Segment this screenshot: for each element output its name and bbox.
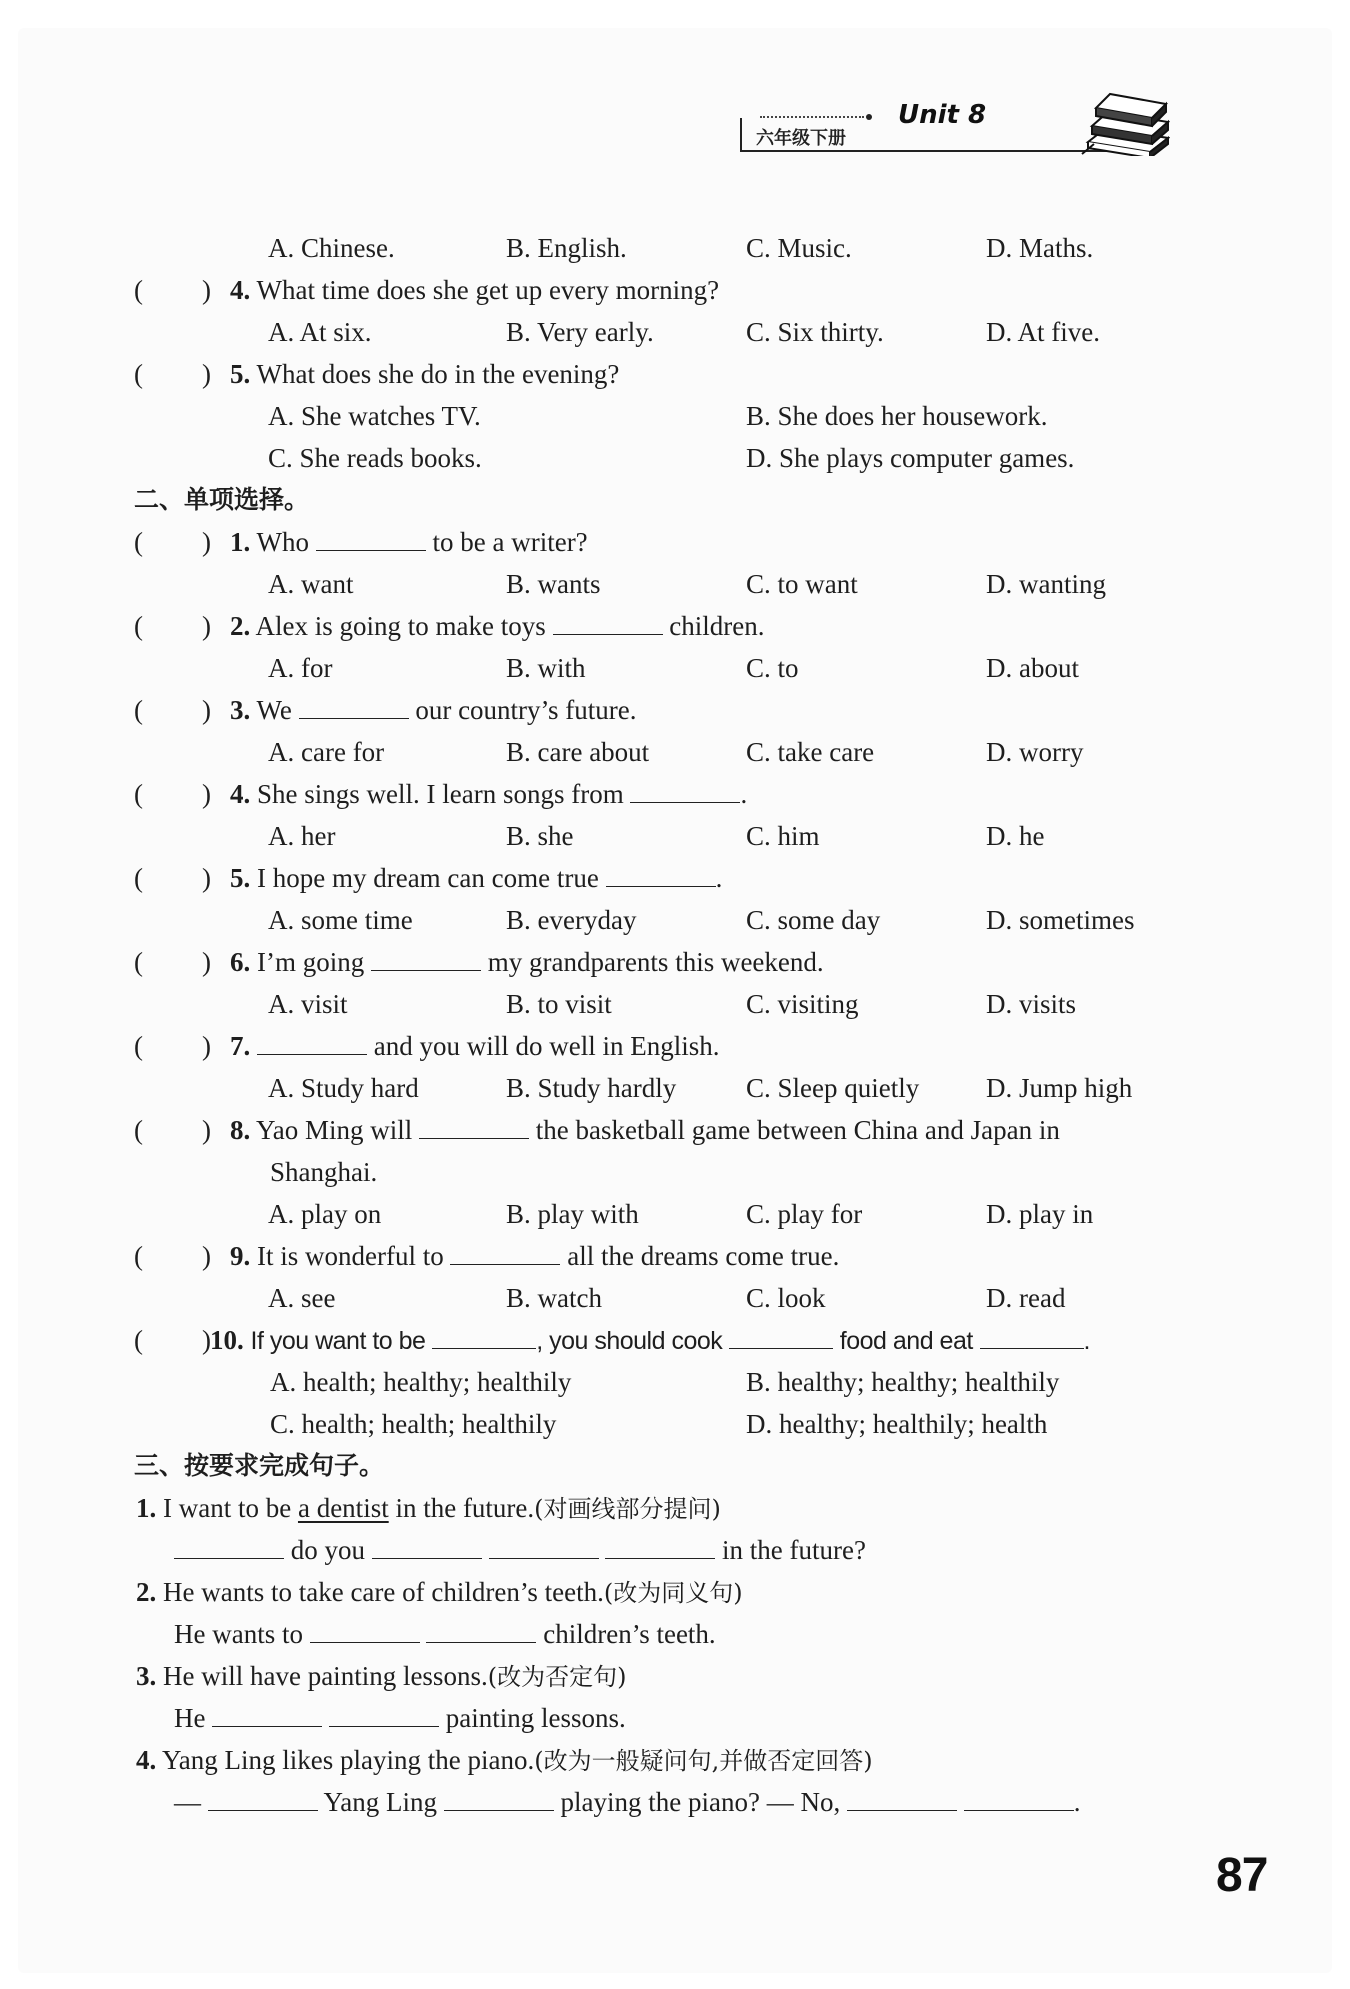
- option-d: D. sometimes: [986, 905, 1135, 935]
- section-2-title: 二、单项选择。: [134, 485, 310, 514]
- option-d: D. Maths.: [986, 233, 1094, 263]
- instruction: (对画线部分提问): [534, 1495, 721, 1523]
- question-number: 3.: [136, 1661, 157, 1691]
- question-number: 1.: [230, 527, 251, 557]
- answer-paren-left: (: [134, 527, 143, 557]
- question-text-before: We: [256, 695, 292, 725]
- option-a: A. some time: [268, 905, 413, 935]
- answer-text: in the future?: [722, 1535, 866, 1565]
- sentence: He wants to take care of children’s teeth.: [163, 1577, 604, 1607]
- answer-blank[interactable]: [372, 1534, 482, 1559]
- option-b: B. everyday: [506, 905, 637, 935]
- rewrite-s3: [136, 1660, 626, 1693]
- answer-blank[interactable]: [847, 1786, 957, 1811]
- question-text-before: Alex is going to make toys: [255, 611, 546, 641]
- option-c: C. Music.: [746, 233, 852, 263]
- answer-text: Yang Ling: [323, 1787, 438, 1817]
- option-a: A. At six.: [268, 317, 372, 347]
- answer-paren-right: ): [202, 863, 211, 893]
- option-a: A. for: [268, 653, 333, 683]
- option-c: C. some day: [746, 905, 881, 935]
- option-b: B. Very early.: [506, 317, 654, 347]
- header-dotted-line: [760, 116, 864, 118]
- option-a: A. want: [268, 569, 354, 599]
- question-number: 4.: [230, 275, 251, 305]
- answer-blank[interactable]: [980, 1324, 1084, 1349]
- option-c: C. to want: [746, 569, 858, 599]
- answer-text: He wants to: [174, 1619, 303, 1649]
- instruction: (改为一般疑问句,并做否定回答): [534, 1747, 873, 1775]
- question-text-before: I’m going: [257, 947, 365, 977]
- answer-blank[interactable]: [310, 1618, 420, 1643]
- option-a: A. health; healthy; healthily: [270, 1367, 572, 1397]
- sentence: Yang Ling likes playing the piano.: [162, 1745, 535, 1775]
- rewrite-s4: [136, 1744, 873, 1777]
- mc-q10: [210, 1324, 1090, 1357]
- answer-blank[interactable]: [606, 862, 716, 887]
- option-b: B. she: [506, 821, 574, 851]
- option-b: B. English.: [506, 233, 627, 263]
- question-text-after: and you will do well in English.: [373, 1031, 720, 1061]
- mc-q9: [230, 1240, 839, 1272]
- answer-blank[interactable]: [299, 694, 409, 719]
- mc-q6: [230, 946, 824, 978]
- dash: —: [174, 1787, 201, 1817]
- option-c: C. take care: [746, 737, 875, 767]
- answer-blank[interactable]: [212, 1702, 322, 1727]
- mc-q8-continued: Shanghai.: [270, 1157, 378, 1187]
- mc-q2: [230, 610, 764, 642]
- answer-paren-right: ): [202, 1325, 211, 1355]
- option-a: A. She watches TV.: [268, 401, 481, 431]
- answer-text: painting lessons.: [445, 1703, 626, 1733]
- question-text-after: to be a writer?: [432, 527, 588, 557]
- question-number: 6.: [230, 947, 251, 977]
- option-a: A. care for: [268, 737, 385, 767]
- mc-q8: [230, 1114, 1060, 1146]
- answer-blank[interactable]: [444, 1786, 554, 1811]
- rewrite-s3-answer: [174, 1702, 626, 1734]
- answer-paren-right: ): [202, 695, 211, 725]
- answer-blank[interactable]: [316, 526, 426, 551]
- question-number: 5.: [230, 359, 251, 389]
- question-text-after: our country’s future.: [415, 695, 637, 725]
- answer-paren-right: ): [202, 947, 211, 977]
- question-text-after: children.: [669, 611, 765, 641]
- question-number: 9.: [230, 1241, 251, 1271]
- answer-blank[interactable]: [432, 1324, 536, 1349]
- option-d: D. about: [986, 653, 1079, 683]
- header-bracket: [740, 118, 742, 152]
- rewrite-s4-answer: [174, 1786, 1080, 1818]
- question-number: 10.: [210, 1325, 244, 1355]
- question-number: 3.: [230, 695, 251, 725]
- rewrite-s2-answer: [174, 1618, 716, 1650]
- question-text-part4: .: [1083, 1327, 1090, 1355]
- option-d: D. Jump high: [986, 1073, 1133, 1103]
- option-c: C. him: [746, 821, 820, 851]
- question-text-after: .: [715, 863, 723, 893]
- answer-text: children’s teeth.: [543, 1619, 716, 1649]
- answer-text: .: [1073, 1787, 1081, 1817]
- question-text-before: Who: [256, 527, 309, 557]
- answer-paren-right: ): [202, 1115, 211, 1145]
- answer-blank[interactable]: [450, 1240, 560, 1265]
- answer-paren-right: ): [202, 1241, 211, 1271]
- answer-paren-left: (: [134, 1325, 143, 1355]
- mc-q3: [230, 694, 637, 726]
- instruction: (改为否定句): [487, 1663, 627, 1691]
- answer-blank[interactable]: [329, 1702, 439, 1727]
- answer-paren-left: (: [134, 1115, 143, 1145]
- question-number: 2.: [136, 1577, 157, 1607]
- mc-q4: [230, 778, 747, 810]
- answer-text: He: [174, 1703, 206, 1733]
- question-text-part2: , you should cook: [536, 1327, 723, 1355]
- section-3-title: 三、按要求完成句子。: [134, 1451, 385, 1480]
- option-c: C. She reads books.: [268, 443, 482, 473]
- option-b: B. Study hardly: [506, 1073, 677, 1103]
- answer-blank[interactable]: [964, 1786, 1074, 1811]
- answer-blank[interactable]: [553, 610, 663, 635]
- question-text-part1: If you want to be: [250, 1327, 426, 1355]
- question-text-after: .: [740, 779, 748, 809]
- question-text-before: She sings well. I learn songs from: [257, 779, 624, 809]
- answer-paren-right: ): [202, 611, 211, 641]
- option-d: D. visits: [986, 989, 1077, 1019]
- question-number: 8.: [230, 1115, 251, 1145]
- question-text-after: all the dreams come true.: [567, 1241, 840, 1271]
- sentence: He will have painting lessons.: [163, 1661, 488, 1691]
- question-number: 4.: [230, 779, 251, 809]
- header-dot: [866, 114, 872, 120]
- rewrite-s1-answer: [174, 1534, 866, 1566]
- answer-paren-left: (: [134, 275, 143, 305]
- answer-paren-left: (: [134, 359, 143, 389]
- answer-paren-left: (: [134, 779, 143, 809]
- grade-label: 六年级下册: [756, 128, 846, 149]
- option-c: C. health; health; healthily: [270, 1409, 557, 1439]
- answer-text: playing the piano? — No,: [560, 1787, 841, 1817]
- option-b: B. healthy; healthy; healthily: [746, 1367, 1060, 1397]
- option-d: D. worry: [986, 737, 1084, 767]
- option-b: B. care about: [506, 737, 650, 767]
- option-a: A. play on: [268, 1199, 382, 1229]
- listening-q4: [230, 274, 719, 306]
- answer-text: do you: [290, 1535, 365, 1565]
- option-c: C. to: [746, 653, 799, 683]
- option-d: D. wanting: [986, 569, 1106, 599]
- answer-paren-right: ): [202, 359, 211, 389]
- listening-q5: [230, 358, 619, 390]
- sentence-pre: I want to be: [163, 1493, 298, 1523]
- question-text-before: It is wonderful to: [257, 1241, 444, 1271]
- option-c: C. visiting: [746, 989, 859, 1019]
- question-text-after: my grandparents this weekend.: [487, 947, 824, 977]
- option-d: D. At five.: [986, 317, 1100, 347]
- option-c: C. Sleep quietly: [746, 1073, 920, 1103]
- answer-paren-left: (: [134, 863, 143, 893]
- unit-label: Unit 8: [898, 100, 987, 130]
- answer-blank[interactable]: [208, 1786, 318, 1811]
- option-a: A. Study hard: [268, 1073, 419, 1103]
- answer-blank[interactable]: [257, 1030, 367, 1055]
- answer-blank[interactable]: [174, 1534, 284, 1559]
- option-a: A. see: [268, 1283, 336, 1313]
- answer-blank[interactable]: [371, 946, 481, 971]
- option-b: B. to visit: [506, 989, 612, 1019]
- question-number: 7.: [230, 1031, 251, 1061]
- answer-paren-left: (: [134, 1241, 143, 1271]
- answer-blank[interactable]: [426, 1618, 536, 1643]
- mc-q7: [230, 1030, 719, 1062]
- question-text-before: I hope my dream can come true: [257, 863, 599, 893]
- question-number: 2.: [230, 611, 251, 641]
- answer-blank[interactable]: [605, 1534, 715, 1559]
- question-number: 5.: [230, 863, 251, 893]
- option-d: D. he: [986, 821, 1045, 851]
- option-c: C. Six thirty.: [746, 317, 884, 347]
- option-b: B. with: [506, 653, 586, 683]
- rewrite-s1: [136, 1492, 721, 1525]
- question-text: What does she do in the evening?: [256, 359, 620, 389]
- rewrite-s2: [136, 1576, 743, 1609]
- answer-paren-right: ): [202, 779, 211, 809]
- mc-q1: [230, 526, 588, 558]
- option-c: C. look: [746, 1283, 826, 1313]
- answer-paren-right: ): [202, 275, 211, 305]
- option-c: C. play for: [746, 1199, 863, 1229]
- option-d: D. play in: [986, 1199, 1094, 1229]
- option-a: A. Chinese.: [268, 233, 395, 263]
- question-number: 4.: [136, 1745, 157, 1775]
- option-b: B. wants: [506, 569, 601, 599]
- question-text-before: Yao Ming will: [256, 1115, 413, 1145]
- option-a: A. visit: [268, 989, 348, 1019]
- books-stack-icon: [1080, 82, 1170, 156]
- question-text-part3: food and eat: [839, 1327, 973, 1355]
- option-d: D. healthy; healthily; health: [746, 1409, 1048, 1439]
- option-b: B. play with: [506, 1199, 639, 1229]
- mc-q5: [230, 862, 722, 894]
- option-b: B. watch: [506, 1283, 602, 1313]
- option-b: B. She does her housework.: [746, 401, 1048, 431]
- underlined-phrase: a dentist: [297, 1493, 389, 1523]
- sentence-post: in the future.: [388, 1493, 535, 1523]
- answer-paren-right: ): [202, 1031, 211, 1061]
- answer-blank[interactable]: [729, 1324, 833, 1349]
- answer-paren-left: (: [134, 1031, 143, 1061]
- answer-paren-right: ): [202, 527, 211, 557]
- option-d: D. She plays computer games.: [746, 443, 1075, 473]
- page-number: 87: [1216, 1849, 1268, 1902]
- answer-blank[interactable]: [489, 1534, 599, 1559]
- question-number: 1.: [136, 1493, 157, 1523]
- answer-blank[interactable]: [419, 1114, 529, 1139]
- option-d: D. read: [986, 1283, 1066, 1313]
- answer-blank[interactable]: [630, 778, 740, 803]
- answer-paren-left: (: [134, 947, 143, 977]
- question-text: What time does she get up every morning?: [256, 275, 720, 305]
- answer-paren-left: (: [134, 695, 143, 725]
- answer-paren-left: (: [134, 611, 143, 641]
- instruction: (改为同义句): [603, 1579, 743, 1607]
- question-text-after: the basketball game between China and Japan in: [535, 1115, 1060, 1145]
- option-a: A. her: [268, 821, 336, 851]
